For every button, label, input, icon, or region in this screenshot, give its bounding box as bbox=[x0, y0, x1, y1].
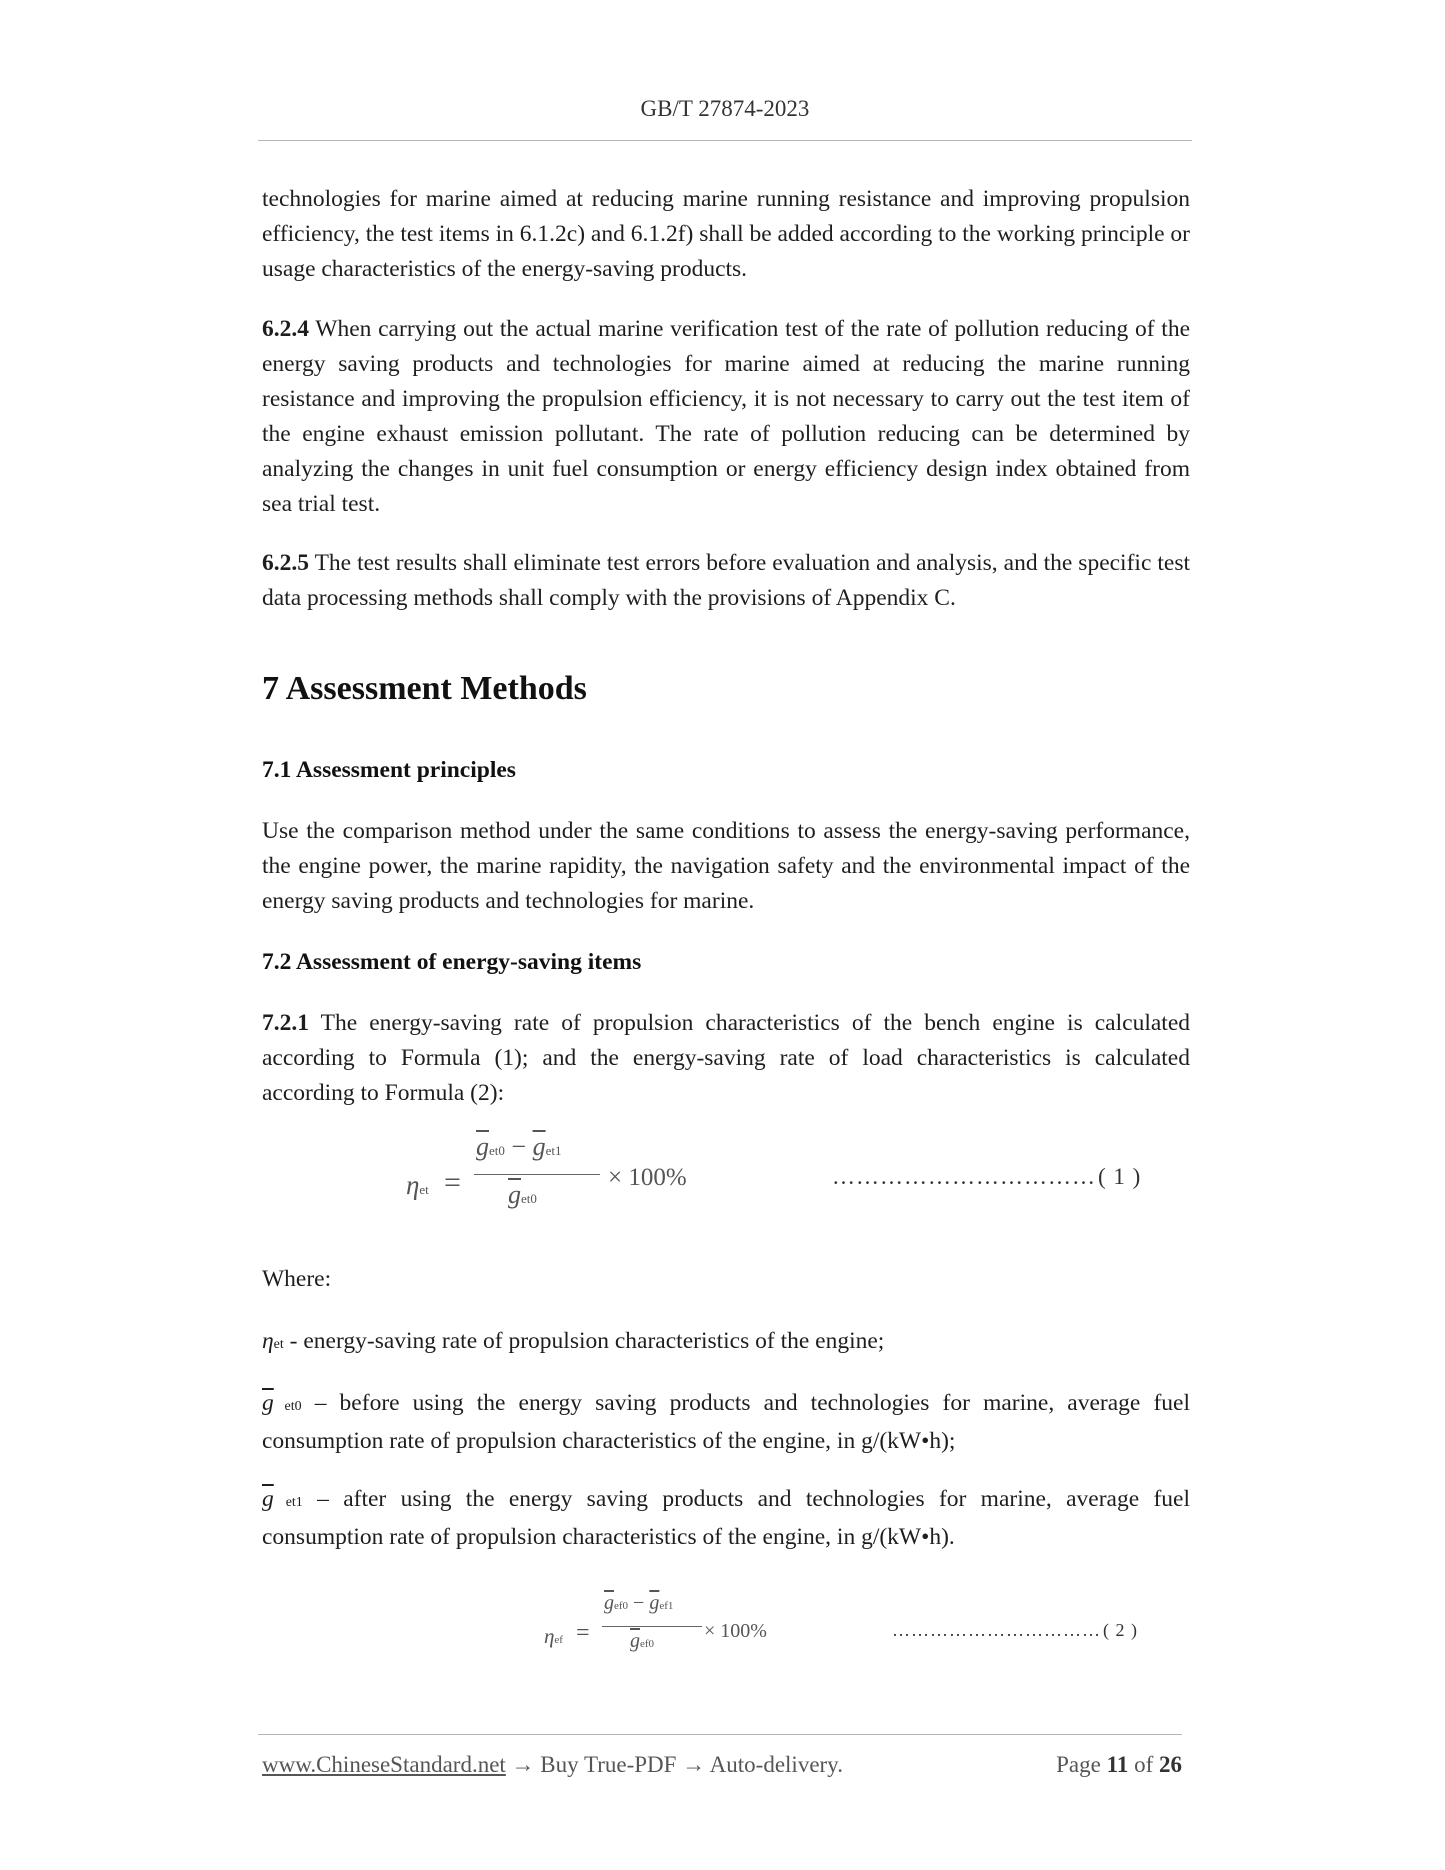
formula-fraction bbox=[602, 1590, 708, 1680]
arrow-icon: → bbox=[511, 1752, 535, 1777]
percent-factor: × 100% bbox=[704, 1620, 767, 1642]
symbol-subscript: et1 bbox=[273, 1495, 303, 1510]
formula-lhs: ηef bbox=[544, 1624, 563, 1648]
equals-sign: = bbox=[444, 1166, 461, 1199]
site-link[interactable]: www.ChineseStandard.net bbox=[262, 1752, 506, 1777]
definition-g-et1 bbox=[262, 1482, 1190, 1555]
formula-number: ( 1 ) bbox=[1098, 1164, 1142, 1189]
page-number: 11 bbox=[1106, 1752, 1129, 1777]
fraction-bar bbox=[602, 1626, 702, 1627]
definition-text: - energy-saving rate of propulsion characteristics of the engine; bbox=[283, 1328, 885, 1354]
header-divider bbox=[258, 140, 1192, 141]
footer-promo bbox=[262, 1752, 843, 1778]
subsection-7-2-heading: 7.2 Assessment of energy-saving items bbox=[262, 949, 642, 975]
continuation-paragraph: technologies for marine aimed at reducing marine running resistance and improving propulsion efficiency, the test items in 6.1.2c) and 6.1.2f) shall be added according to the working principle or usage characteristics of the energy-saving products. bbox=[262, 186, 1190, 282]
formula-number: ( 2 ) bbox=[1103, 1620, 1138, 1640]
formula-1 bbox=[400, 1130, 1200, 1240]
symbol: $\overline{g}$ bbox=[262, 1486, 274, 1512]
numerator: $\overline{g}et0 - \overline{g}et1$ bbox=[476, 1132, 562, 1161]
denominator: $\overline{g}et0$ bbox=[508, 1180, 537, 1209]
numerator: $\overline{g}ef0 - \overline{g}ef1$ bbox=[604, 1592, 674, 1614]
of-label: of bbox=[1128, 1752, 1159, 1777]
clause-text: When carrying out the actual marine verification test of the rate of pollution reducing of the energy saving products and technologies for marine aimed at reducing the marine running resistance and improving the propulsion efficiency, it is not necessary to carry out the test item of the engine exhaust emission pollutant. The rate of pollution reducing can be determined by analyzing the changes in unit fuel consumption or energy efficiency design index obtained from sea trial test. bbox=[262, 316, 1190, 517]
formula-fraction bbox=[474, 1130, 604, 1240]
auto-delivery-text: Auto-delivery. bbox=[705, 1752, 843, 1777]
where-label: Where: bbox=[262, 1266, 332, 1292]
definition-text: – after using the energy saving products and technologies for marine, average fuel consumption rate of propulsion characteristics of the engine, in g/(kW•h). bbox=[262, 1486, 1191, 1550]
clause-7-1-text: Use the comparison method under the same conditions to assess the energy-saving performance, the engine power, the marine rapidity, the navigation safety and the environmental impact of the energy saving products and technologies for marine. bbox=[262, 818, 1190, 914]
symbol: η bbox=[262, 1328, 274, 1354]
denominator: $\overline{g}ef0$ bbox=[630, 1630, 655, 1652]
formula-lhs: ηet bbox=[406, 1170, 429, 1200]
formula-leader: …………………………… ( 2 ) bbox=[892, 1620, 1138, 1640]
symbol-subscript: et0 bbox=[273, 1399, 302, 1414]
definition-eta-et bbox=[262, 1324, 1190, 1362]
fraction-bar bbox=[474, 1174, 600, 1175]
percent-factor: × 100% bbox=[608, 1164, 687, 1191]
page-total: 26 bbox=[1159, 1752, 1182, 1777]
definition-text: – before using the energy saving products and technologies for marine, average fuel consumption rate of propulsion characteristics of the engine, in g/(kW•h); bbox=[262, 1390, 1190, 1454]
buy-pdf-text: Buy True-PDF bbox=[534, 1752, 683, 1777]
arrow-icon: → bbox=[682, 1752, 706, 1777]
clause-7-2-1 bbox=[262, 1006, 1190, 1111]
subsection-7-1-heading: 7.1 Assessment principles bbox=[262, 757, 516, 783]
equals-sign: = bbox=[576, 1620, 590, 1646]
formula-leader: ……………………………( 1 ) bbox=[832, 1164, 1142, 1189]
clause-text: The test results shall eliminate test errors before evaluation and analysis, and the specific test data processing methods shall comply with the provisions of Appendix C. bbox=[262, 550, 1190, 611]
section-7-heading: 7 Assessment Methods bbox=[262, 670, 587, 707]
symbol-subscript: et bbox=[273, 1337, 284, 1352]
formula-2 bbox=[540, 1590, 1190, 1680]
symbol: $\overline{g}$ bbox=[262, 1390, 274, 1416]
page-indicator bbox=[1056, 1752, 1182, 1778]
clause-text: The energy-saving rate of propulsion characteristics of the bench engine is calculated according to Formula (1); and the energy-saving rate of load characteristics is calculated according to Formula (2): bbox=[262, 1010, 1190, 1106]
clause-number: 6.2.5 bbox=[262, 550, 309, 576]
clause-6-2-4 bbox=[262, 312, 1190, 522]
footer-divider bbox=[258, 1734, 1182, 1735]
clause-6-2-5 bbox=[262, 546, 1190, 616]
definition-g-et0 bbox=[262, 1386, 1190, 1459]
clause-number: 7.2.1 bbox=[262, 1010, 309, 1036]
document-id-header: GB/T 27874-2023 bbox=[640, 96, 810, 121]
page-footer bbox=[262, 1752, 1182, 1784]
clause-number: 6.2.4 bbox=[262, 316, 309, 342]
page-label: Page bbox=[1056, 1752, 1107, 1777]
